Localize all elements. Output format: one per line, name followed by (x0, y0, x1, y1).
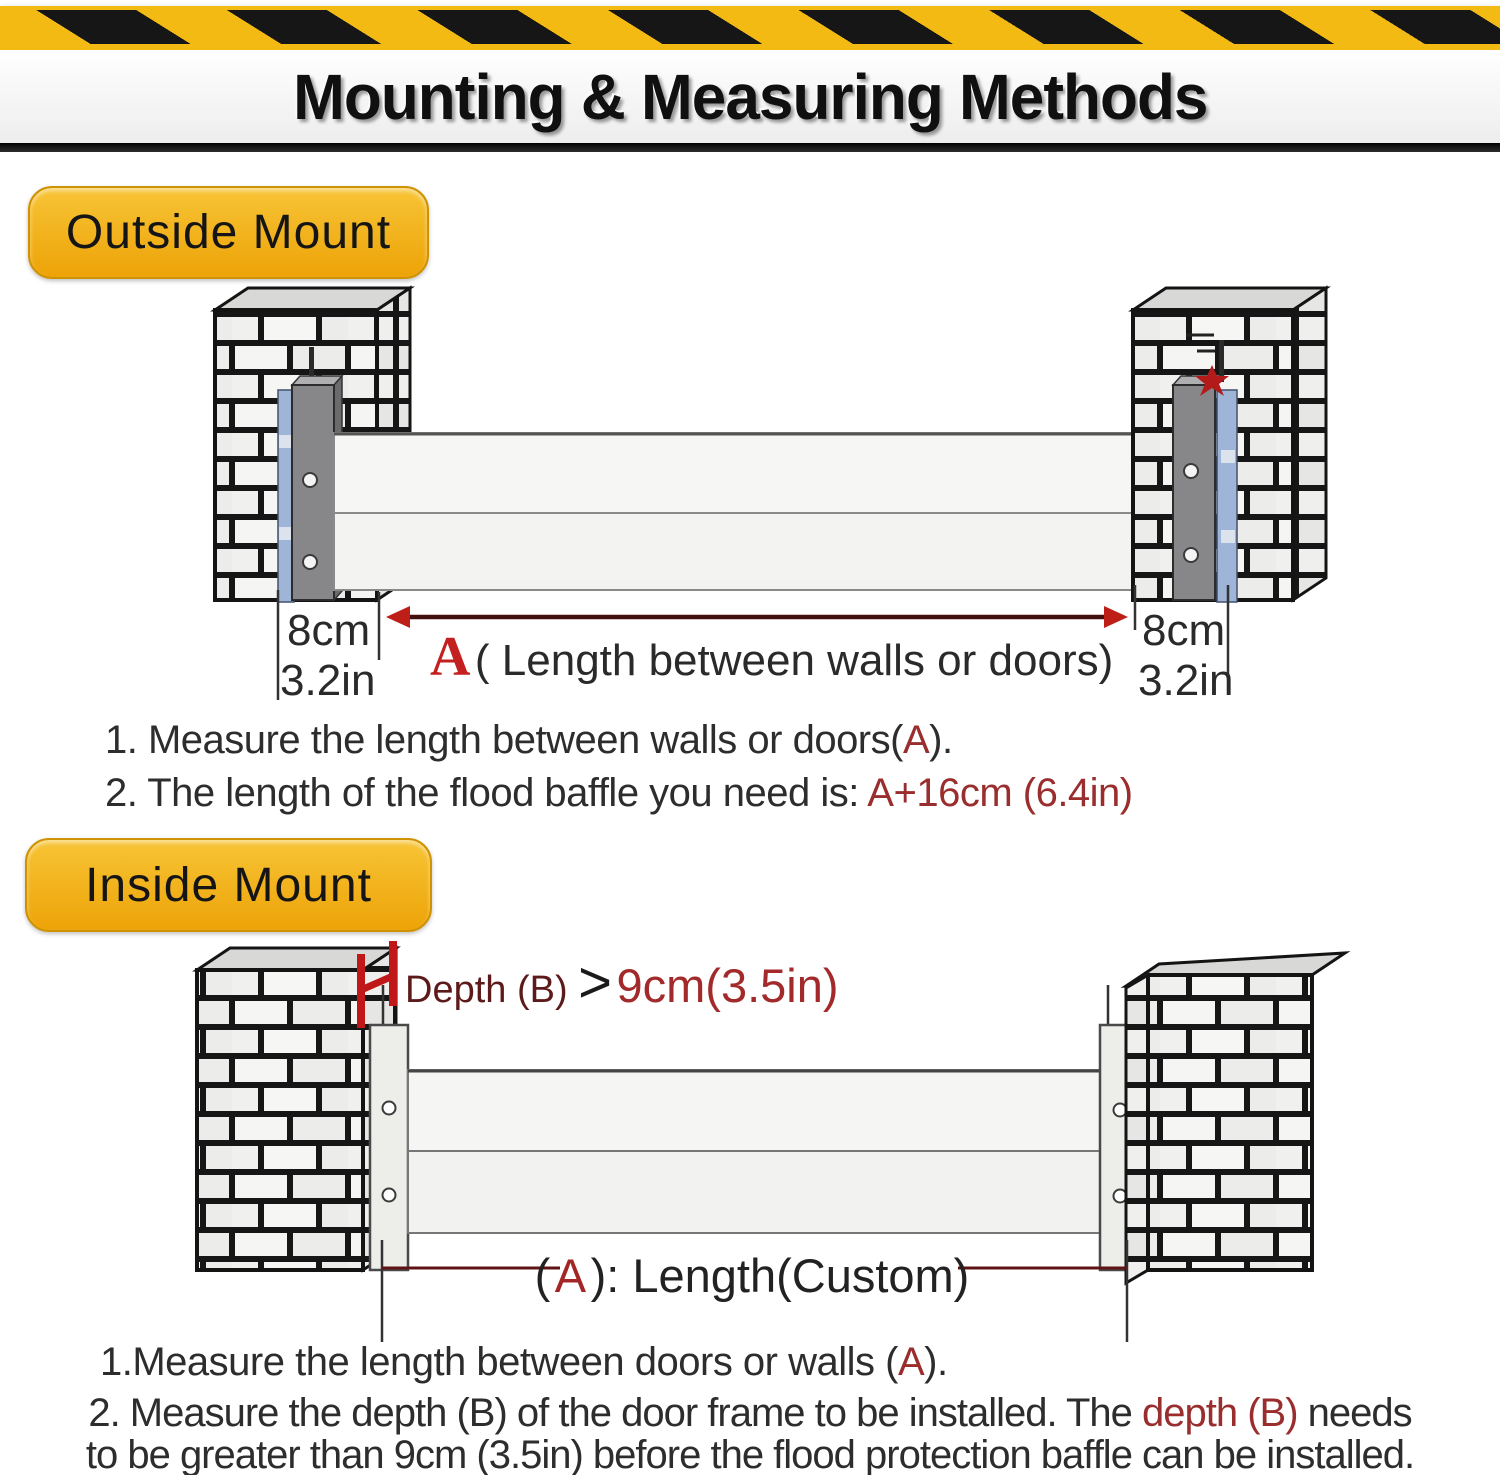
mounting-bracket-right (1173, 376, 1223, 600)
baffle-panel-top (408, 1070, 1100, 1151)
page-title: Mounting & Measuring Methods (292, 60, 1208, 133)
screw-hole-icon (1184, 548, 1198, 562)
gasket-tab (279, 435, 293, 448)
inside-mount-badge-label: Inside Mount (85, 858, 372, 912)
baffle-panel-top (334, 433, 1173, 513)
screw-hole-icon (303, 555, 317, 569)
screw-hole-icon (383, 1102, 396, 1115)
flood-baffle (334, 433, 1173, 590)
greater-than-sign: > (578, 950, 613, 1015)
gasket-tab (279, 527, 293, 540)
length-a-red: A (554, 1249, 587, 1302)
screw-hole-icon (303, 473, 317, 487)
instruction-line-1 (105, 714, 1133, 767)
baffle-panel-bottom (408, 1151, 1100, 1233)
step-text: 2. Measure the depth (B) of the door frame to be installed. The (88, 1391, 1143, 1435)
flood-baffle (408, 1070, 1100, 1233)
length-label (535, 1249, 970, 1302)
baffle-panel-bottom (334, 513, 1173, 590)
arrowhead-right-icon (1104, 606, 1128, 628)
label-a-red: A (430, 626, 471, 688)
brick-pillar-left (197, 948, 396, 1270)
gasket-tab (1221, 450, 1235, 463)
hazard-tape (0, 6, 1500, 50)
length-rest: ): Length(Custom) (590, 1249, 970, 1302)
instruction-line-2b (0, 1434, 1500, 1475)
hazard-stripes (0, 10, 1500, 44)
step-text: 1. Measure the length between walls or doors( (105, 718, 903, 762)
step-text: to be greater than 9cm (3.5in) before the flood protection baffle can be installed. (85, 1433, 1415, 1475)
title-band (0, 50, 1500, 143)
channel-bracket-left (370, 1025, 408, 1270)
label-a-text: ( Length between walls or doors) (474, 636, 1114, 685)
outside-mount-instructions (105, 714, 1133, 820)
arrowhead-left-icon (386, 606, 410, 628)
inside-mount-instruction-1 (100, 1338, 948, 1386)
inside-mount-diagram (0, 940, 1500, 1345)
gasket-tab (1221, 530, 1235, 543)
instruction-line-2a (0, 1392, 1500, 1434)
pillar-side-face (1293, 288, 1326, 600)
step-highlight: A (902, 718, 930, 762)
step-text: 1.Measure the length between doors or walls ( (100, 1340, 898, 1384)
brick-pillar-right (1126, 953, 1345, 1283)
depth-annotation (405, 950, 839, 1015)
offset-right-cm: 8cm (1142, 606, 1226, 655)
seal-gasket-right (1217, 390, 1237, 602)
title-divider (0, 143, 1500, 152)
offset-left-in: 3.2in (280, 656, 376, 705)
pillar-front-face (197, 970, 363, 1270)
step-text: ). (929, 718, 953, 762)
length-open: ( (534, 1249, 551, 1302)
dimension-arrow (386, 606, 1128, 628)
step-text: ). (924, 1340, 948, 1384)
step-text: needs (1297, 1391, 1412, 1435)
offset-left-cm: 8cm (287, 606, 371, 655)
outside-mount-badge-label: Outside Mount (65, 206, 392, 259)
instruction-line-1 (100, 1338, 948, 1386)
depth-value: 9cm(3.5in) (616, 959, 839, 1012)
outside-mount-badge (28, 186, 429, 279)
screw-hole-icon (1184, 464, 1198, 478)
step-highlight: A (897, 1340, 925, 1384)
outside-mount-diagram (0, 285, 1500, 715)
step-text: 2. The length of the flood baffle you need is: (105, 771, 868, 815)
screw-hole-icon (383, 1189, 396, 1202)
depth-label: Depth (B) (405, 969, 579, 1011)
pillar-side-face (1126, 975, 1148, 1283)
instruction-line-2 (105, 767, 1133, 820)
step-highlight: depth (B) (1142, 1391, 1298, 1435)
inside-mount-badge (25, 838, 432, 932)
inside-mount-instruction-2 (0, 1392, 1500, 1475)
step-highlight: A+16cm (6.4in) (867, 771, 1133, 815)
pillar-front-face (1148, 975, 1312, 1270)
offset-right-in: 3.2in (1138, 656, 1234, 705)
dimension-label-a (430, 626, 1113, 688)
